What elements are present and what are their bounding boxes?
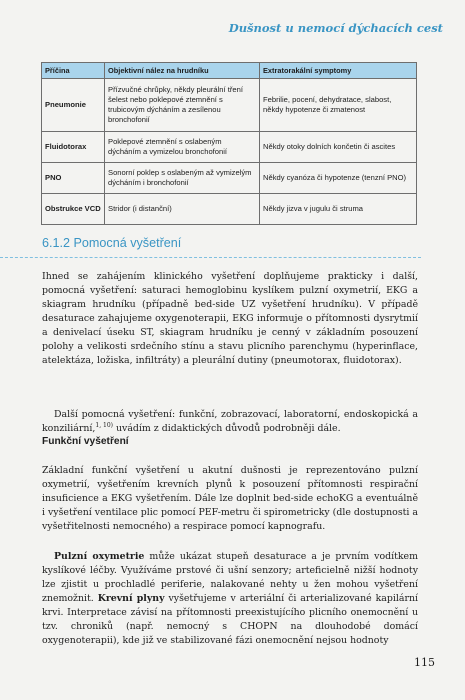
- table-header-cell: Příčina: [42, 63, 105, 79]
- paragraph-intro: Ihned se zahájením klinického vyšetření doplňujeme prakticky i další, pomocná vyšetření: saturaci hemoglobinu kyslíkem pulzní oxymetrií, EKG a skiagram hrudníku (případně bed-side UZ vyšetření hrudníku). V případě desaturace zahajujeme oxygenoterapii, EKG informuje o přítomnosti dysrytmií a denivelací úseku ST, skiagram hrudníku je cenný v základním posouzení polohy a velikosti srdečního stínu a stavu plicního parenchymu (hyperinflace, atelektáza, ložiska, infiltráty) a pleurální dutiny (pneumotorax, fluidotorax).: [42, 271, 418, 366]
- paragraph-functional-exam: Základní funkční vyšetření u akutní dušnosti je reprezentováno pulzní oxymetrií, vyšetřením krevních plynů k posouzení přítomnosti respirační insuficience a EKG vyšetřením. Dále lze doplnit bed-side echoKG a eventuálně i vyšetření ventilace plic pomocí PEF-metru či spirometricky (dle dostupnosti a vyšetřitelnosti nemocného) a respirace pomocí kapnografu.: [42, 465, 418, 532]
- differential-table: [41, 62, 417, 225]
- paragraph-oximetry: [42, 550, 418, 648]
- table-cell-cause: PNO: [42, 163, 105, 194]
- bold-term-oximetry: Pulzní oxymetrie: [54, 551, 145, 562]
- table-row: [42, 163, 417, 194]
- table-cell-symptoms: Febrilie, pocení, dehydratace, slabost, někdy hypotenze či zmatenost: [260, 79, 417, 132]
- table-cell-cause: Obstrukce VCD: [42, 194, 105, 225]
- table-cell-symptoms: Někdy jizva v jugulu či struma: [260, 194, 417, 225]
- page-number: 115: [414, 656, 435, 669]
- running-head: Dušnost u nemocí dýchacích cest: [228, 21, 443, 35]
- section-heading: 6.1.2 Pomocná vyšetření: [42, 236, 182, 250]
- citation-superscript: 1, 10): [95, 421, 113, 429]
- table-cell-cause: Pneumonie: [42, 79, 105, 132]
- table-cell-finding: Přízvučné chrůpky, někdy pleurální tření šelest nebo poklepové ztemnění s trubicovým dýcháním a zesílenou bronchofonií: [105, 79, 260, 132]
- table-row: [42, 132, 417, 163]
- table-header-cell: Objektivní nález na hrudníku: [105, 63, 260, 79]
- table-cell-cause: Fluidotorax: [42, 132, 105, 163]
- paragraph-text: Další pomocná vyšetření: funkční, zobrazovací, laboratorní, endoskopická a konziliární,: [42, 409, 418, 434]
- table-cell-finding: Sonorní poklep s oslabeným až vymizelým dýcháním i bronchofonií: [105, 163, 260, 194]
- table-row: [42, 194, 417, 225]
- subsection-heading: Funkční vyšetření: [42, 436, 129, 447]
- paragraph-text: vyšetřujeme v arteriální či arterializované kapilární krvi. Interpretace závisí na přítomnosti preexistujícího plicního onemocnění u tzv. chroniků (např. nemocný s CHOPN na dlouhodobé domácí oxygenoterapii), kde již ve stabilizované fázi onemocnění nejsou hodnoty: [42, 593, 419, 646]
- paragraph-text: uvádím z didaktických důvodů podrobněji dále.: [113, 423, 341, 434]
- table-row: [42, 79, 417, 132]
- table-cell-symptoms: Někdy cyanóza či hypotenze (tenzní PNO): [260, 163, 417, 194]
- table-cell-finding: Poklepové ztemnění s oslabeným dýcháním a vymizelou bronchofonií: [105, 132, 260, 163]
- paragraph-text: může ukázat stupeň desaturace a je prvním vodítkem kyslíkové léčby. Využíváme prstové či ušní senzory; arteficielně nižší hodnoty lze zjistit u prochladlé periferie, nalakované nehty u žen mohou vyšetření znemožnit.: [42, 551, 418, 604]
- bold-term-blood-gases: Krevní plyny: [97, 593, 165, 604]
- table-cell-finding: Stridor (i distanční): [105, 194, 260, 225]
- table-header-cell: Extratorakální symptomy: [260, 63, 417, 79]
- section-divider: [0, 257, 421, 258]
- table-cell-symptoms: Někdy otoky dolních končetin či ascites: [260, 132, 417, 163]
- paragraph-additional-exams: [42, 408, 418, 436]
- table-header-row: [42, 63, 417, 79]
